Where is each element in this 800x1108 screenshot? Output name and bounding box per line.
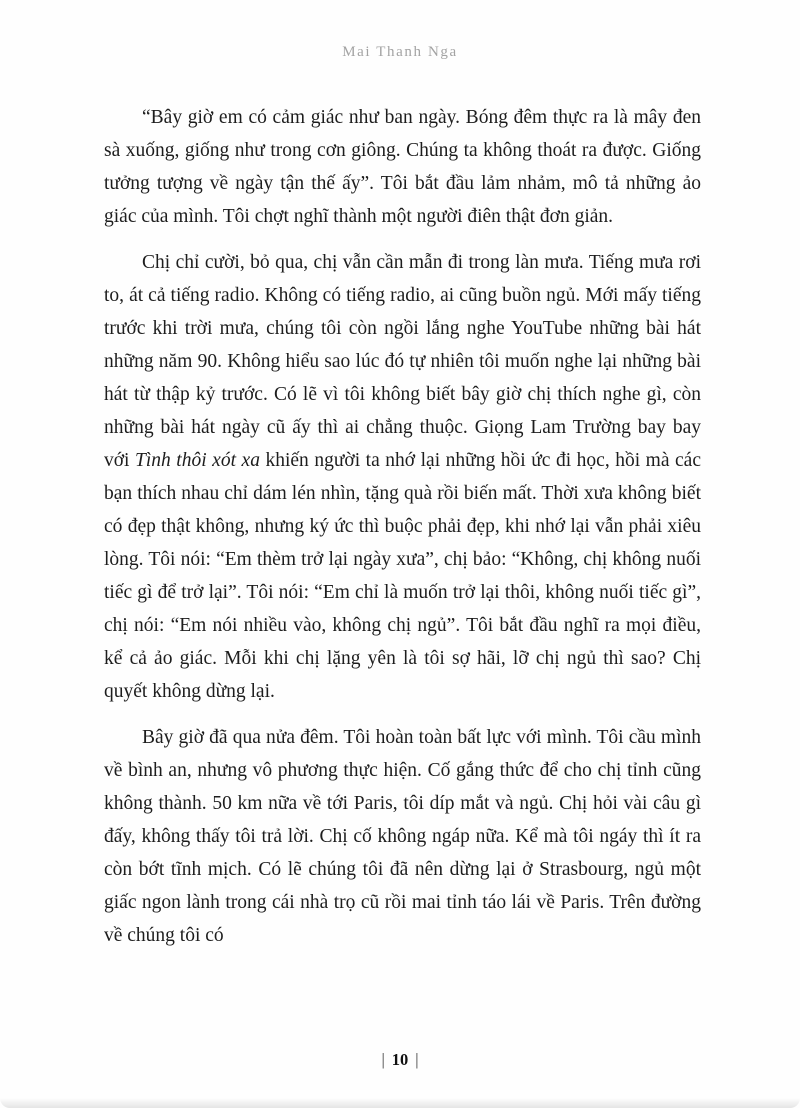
paragraph <box>104 101 701 233</box>
paragraph <box>104 246 701 708</box>
running-header-author: Mai Thanh Nga <box>342 44 458 60</box>
paragraph <box>104 721 701 952</box>
page-bottom-edge <box>0 1098 800 1108</box>
text-run: Chị chỉ cười, bỏ qua, chị vẫn cần mẫn đi trong làn mưa. Tiếng mưa rơi to, át cả tiếng radio. Không có tiếng radio, ai cũng buồn ngủ. Mới mấy tiếng trước khi trời mưa, chúng tôi còn ngồi lắng nghe YouTube những bài hát những năm 90. Không hiểu sao lúc đó tự nhiên tôi muốn nghe lại những bài hát từ thập kỷ trước. Có lẽ vì tôi không biết bây giờ chị thích nghe gì, còn những bài hát ngày cũ ấy thì ai chẳng thuộc. Giọng Lam Trường bay bay với <box>104 252 701 471</box>
page-number-separator-right: | <box>415 1050 419 1069</box>
page-number-separator-left: | <box>381 1050 385 1069</box>
page-body <box>104 101 701 952</box>
text-run: khiến người ta nhớ lại những hồi ức đi học, hồi mà các bạn thích nhau chỉ dám lén nhìn, tặng quà rồi biến mất. Thời xưa không biết có đẹp thật không, nhưng ký ức thì buộc phải đẹp, khi nhớ lại vẫn phải xiêu lòng. Tôi nói: “Em thèm trở lại ngày xưa”, chị bảo: “Không, chị không nuối tiếc gì để trở lại”. Tôi nói: “Em chỉ là muốn trở lại thôi, không nuối tiếc gì”, chị nói: “Em nói nhiều vào, không chị ngủ”. Tôi bắt đầu nghĩ ra mọi điều, kể cả ảo giác. Mỗi khi chị lặng yên là tôi sợ hãi, lỡ chị ngủ thì sao? Chị quyết không dừng lại. <box>104 450 701 702</box>
page-footer <box>0 1050 800 1070</box>
page-number: 10 <box>391 1050 409 1069</box>
italic-text-run: Tình thôi xót xa <box>135 450 260 471</box>
text-run: “Bây giờ em có cảm giác như ban ngày. Bóng đêm thực ra là mây đen sà xuống, giống như trong cơn giông. Chúng ta không thoát ra được. Giống tưởng tượng về ngày tận thế ấy”. Tôi bắt đầu lảm nhảm, mô tả những ảo giác của mình. Tôi chợt nghĩ thành một người điên thật đơn giản. <box>104 107 701 227</box>
text-run: Bây giờ đã qua nửa đêm. Tôi hoàn toàn bất lực với mình. Tôi cầu mình về bình an, nhưng vô phương thực hiện. Cố gắng thức để cho chị tỉnh cũng không thành. 50 km nữa về tới Paris, tôi díp mắt và ngủ. Chị hỏi vài câu gì đấy, không thấy tôi trả lời. Chị cố không ngáp nữa. Kể mà tôi ngáy thì ít ra còn bớt tĩnh mịch. Có lẽ chúng tôi đã nên dừng lại ở Strasbourg, ngủ một giấc ngon lành trong cái nhà trọ cũ rồi mai tỉnh táo lái về Paris. Trên đường về chúng tôi có <box>104 727 701 946</box>
